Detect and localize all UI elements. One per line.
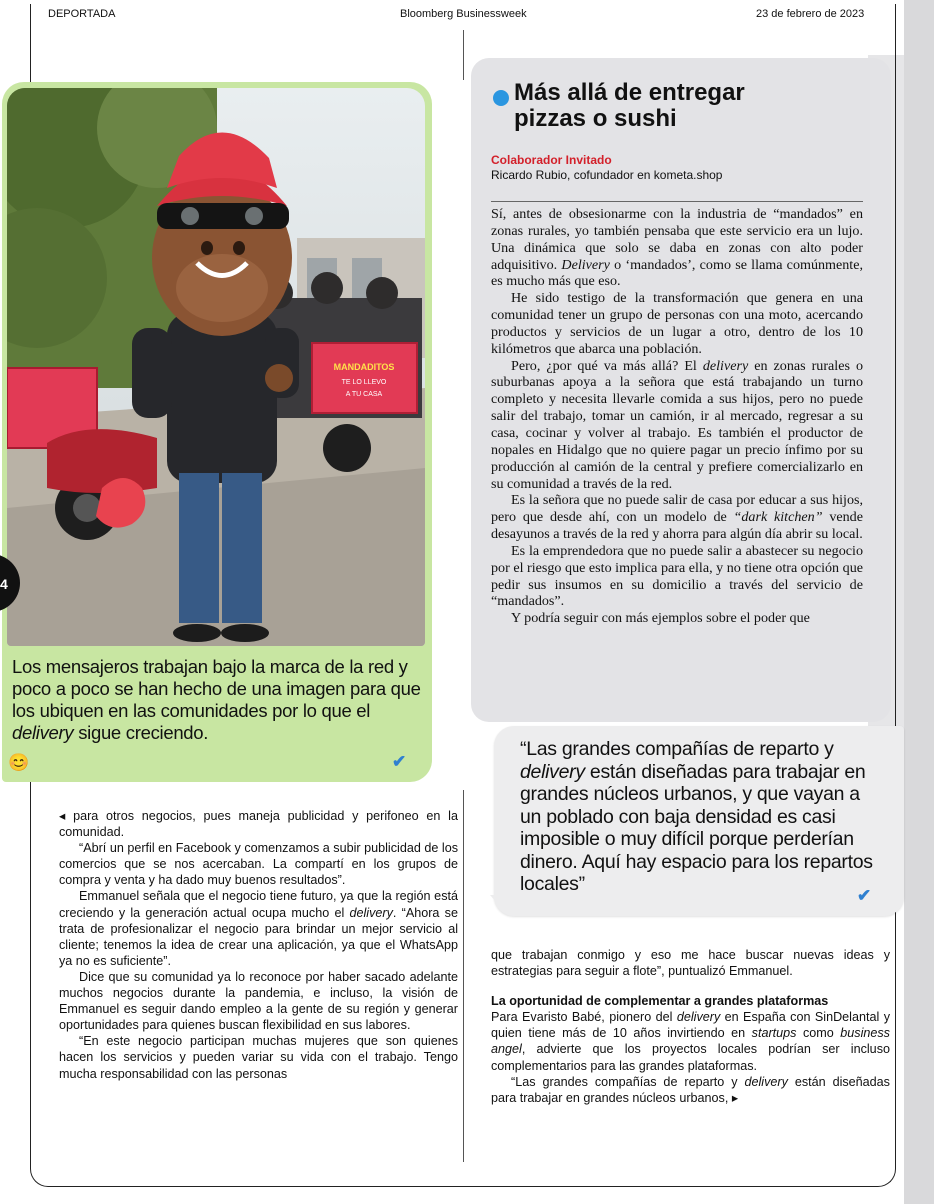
paragraph-italic: business angel xyxy=(491,1026,890,1057)
opinion-paragraph: Y podría seguir con más ejemplos sobre el poder que xyxy=(511,610,810,627)
double-check-icon: ✔ xyxy=(857,886,872,905)
paragraph-italic: delivery xyxy=(349,905,393,920)
quote-text: “Las grandes compañías de reparto y xyxy=(520,738,834,760)
paragraph-text: están diseñadas para trabajar en grandes núcleos urbanos, ▸ xyxy=(491,1074,890,1105)
issue-date: 23 de febrero de 2023 xyxy=(756,8,865,20)
right-paragraph: que trabajan conmigo y eso me hace buscar nuevas ideas y estrategias para seguir a flote”, puntualizó Emmanuel. xyxy=(491,948,890,979)
paragraph-text: Emmanuel señala que el negocio tiene futuro, ya que la región está creciendo y la generación actual ocupa mucho el xyxy=(59,889,458,920)
quote-italic: delivery xyxy=(520,760,585,783)
sign-line-1: MANDADITOS xyxy=(333,362,395,372)
left-article-column xyxy=(59,808,458,1082)
paragraph-text: en España con SinDelantal y quien tiene más de 10 años invirtiendo en xyxy=(491,1010,890,1041)
page-number: 4 xyxy=(0,576,8,592)
paragraph-text: Para Evaristo Babé, pionero del xyxy=(491,1010,677,1025)
paragraph-italic: delivery xyxy=(676,1010,721,1025)
paragraph-italic: “dark kitchen” xyxy=(733,509,823,526)
paragraph-text: Sí, antes de obsesionarme con la industria de “mandados” en zonas rurales, yo también pensaba que este servicio era un lujo. Una dinámica que solo se daba en zonas con alto poder adquisitivo. xyxy=(491,206,863,273)
paragraph-italic: delivery xyxy=(744,1074,788,1089)
column-divider-top xyxy=(463,30,464,80)
opinion-author: Ricardo Rubio, cofundador en kometa.shop xyxy=(491,168,723,182)
opinion-paragraph: He sido testigo de la transformación que genera en una comunidad tener un grupo de personas con una moto, acercando productos y servicios de un lugar a otro, dentro de los 10 kilómetros que abarca una población. xyxy=(491,290,863,357)
photo-caption xyxy=(12,656,422,744)
publication-name: Bloomberg Businessweek xyxy=(400,8,527,20)
quote-bubble-tail xyxy=(490,895,504,911)
left-paragraph xyxy=(59,808,458,840)
double-check-icon: ✔ xyxy=(392,752,407,771)
delivery-courier-photo xyxy=(7,88,425,646)
caption-text-1: Los mensajeros trabajan bajo la marca de la red y poco a poco se han hecho de una imagen para que los ubiquen en las comunidades por lo que el xyxy=(12,656,421,721)
left-paragraph: Dice que su comunidad ya lo reconoce por haber sacado adelante muchos negocios durante la pandemia, e incluso, la visión de Emmanuel es seguir dando empleo a la gente de su región y generar oportunidades para quienes buscan flexibilidad en sus labores. xyxy=(59,969,458,1033)
paragraph-text: en zonas rurales o suburbanas apoya a la señora que está trabajando un turno completo y necesita llevarle comida a sus hijos, pero no puede salir del trabajo, tomar un camión, ir al mercado, regresar a su casa, cocinar y volver al trabajo. Es también el productor de nopales en Hidalgo que no quiere pagar un precio ínfimo por su producción al camión de la central y prefiere comercializarlo en su comunidad a través de la red. xyxy=(491,357,863,492)
left-paragraph: “En este negocio participan muchas mujeres que son quienes hacen los servicios y pueden variar su vida con el trabajo. Tengo mucha responsabilidad con las personas xyxy=(59,1034,458,1081)
right-article-column xyxy=(491,947,890,1106)
column-divider xyxy=(463,790,464,1162)
pull-quote xyxy=(520,738,880,896)
left-paragraph: “Abrí un perfil en Facebook y comenzamos a subir publicidad de los comercios que se nos acercaban. La compartí en los grupos de compra y venta y ha dado muy buenos resultados”. xyxy=(59,841,458,888)
paragraph-text: vende desayunos a través de la red y ahorra para algún día abrir su local. xyxy=(491,509,863,543)
paragraph-text: ◂ para otros negocios, pues maneja publicidad y perifoneo en la comunidad. xyxy=(59,809,458,840)
photo-illustration xyxy=(7,88,425,646)
sign-line-3: A TU CASA xyxy=(345,391,383,398)
opinion-paragraph xyxy=(491,206,863,290)
section-label: DEPORTADA xyxy=(48,8,116,20)
paragraph-text: como xyxy=(796,1026,841,1041)
sign-line-2: TE LO LLEVO xyxy=(341,379,387,386)
opinion-kicker: Colaborador Invitado xyxy=(491,153,612,167)
opinion-title: Más allá de entregar pizzas o sushi xyxy=(514,79,745,132)
opinion-paragraph xyxy=(491,358,863,493)
quote-text: están diseñadas para trabajar en grandes núcleos urbanos, y que vayan a un poblado con baja densidad es casi imposible o muy difícil porque perderían dinero. Aquí hay espacio para los repartos locales” xyxy=(520,760,873,895)
smiley-emoji-icon: 😊 xyxy=(8,753,30,772)
paragraph-text: , advierte que los proyectos locales podrían ser incluso complementarios para las grandes plataformas. xyxy=(491,1042,890,1073)
opinion-paragraph xyxy=(491,492,863,543)
paragraph-italic: startups xyxy=(751,1026,797,1041)
opinion-divider xyxy=(491,201,863,202)
paragraph-italic: delivery xyxy=(702,357,749,374)
paragraph-italic: Delivery xyxy=(561,256,610,273)
right-paragraph xyxy=(491,1009,890,1073)
opinion-body xyxy=(491,206,863,627)
subheading: La oportunidad de complementar a grandes plataformas xyxy=(491,994,829,1009)
paragraph-text: o ‘mandados’, como se llama comúnmente, es mucho más que eso. xyxy=(491,256,864,290)
caption-italic: delivery xyxy=(12,722,74,743)
paragraph-text: “Las grandes compañías de reparto y xyxy=(511,1074,745,1089)
left-paragraph xyxy=(59,888,458,968)
blue-dot-icon xyxy=(493,90,509,106)
opinion-paragraph: Es la emprendedora que no puede salir a abastecer su negocio por el riesgo que esto implica para ella, y no tiene otra opción que pedir sus insumos en su domicilio a través del servicio de “mandados”. xyxy=(491,542,863,610)
caption-text-2: sigue creciendo. xyxy=(73,722,209,743)
paragraph-text: Pero, ¿por qué va más allá? El xyxy=(511,357,703,374)
paragraph-text: Es la señora que no puede salir de casa por educar a sus hijos, pero que desde ahí, con un modelo de xyxy=(491,492,863,526)
page-edge-shadow xyxy=(904,0,934,1204)
paragraph-text: . “Ahora se trata de profesionalizar el negocio para brindar un mejor servicio al cliente; tenemos la idea de crear una aplicación, ya que el WhatsApp ya no es suficiente”. xyxy=(59,905,458,968)
right-paragraph xyxy=(491,1074,890,1106)
